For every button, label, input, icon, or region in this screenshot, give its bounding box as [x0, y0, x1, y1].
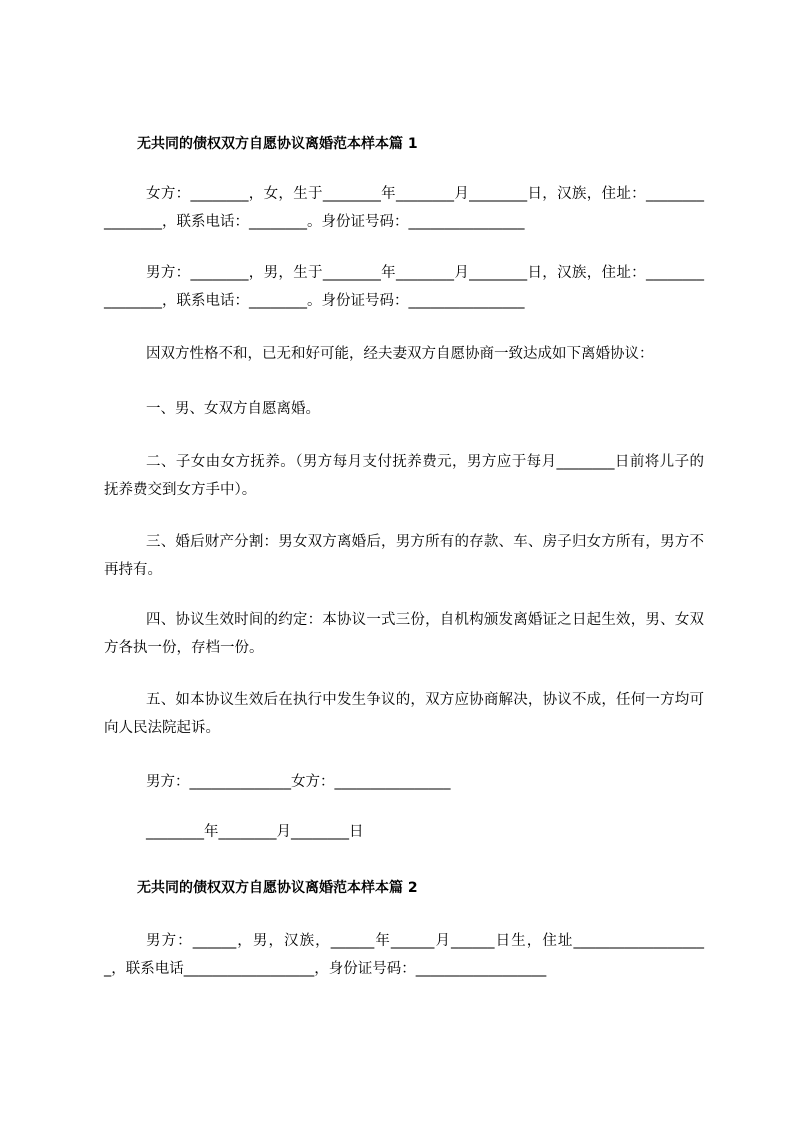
female-info-paragraph: 女方：________，女，生于________年________月________日，汉族，住址：________________，联系电话：________。身份证号码：________________ [104, 186, 704, 230]
section-2-title: 无共同的债权双方自愿协议离婚范本样本篇 2 [137, 880, 418, 896]
section-1-title: 无共同的债权双方自愿协议离婚范本样本篇 1 [137, 136, 418, 152]
date-line: ________年________月________日 [146, 824, 364, 840]
clause-1-paragraph: 一、男、女双方自愿离婚。 [146, 401, 320, 417]
clause-2-paragraph: 二、子女由女方抚养。（男方每月支付抚养费元，男方应于每月________日前将儿子的抚养费交到女方手中）。 [104, 454, 704, 498]
clause-5-paragraph: 五、如本协议生效后在执行中发生争议的，双方应协商解决，协议不成，任何一方均可向人民法院起诉。 [104, 692, 704, 736]
clause-4-paragraph: 四、协议生效时间的约定：本协议一式三份，自机构颁发离婚证之日起生效，男、女双方各执一份，存档一份。 [104, 612, 704, 656]
male-info-paragraph: 男方：________，男，生于________年________月________日，汉族，住址：________________，联系电话：________。身份证号码：________________ [104, 265, 704, 309]
signature-line: 男方：______________女方：________________ [146, 774, 451, 790]
section-2-male-info-paragraph: 男方：______，男，汉族，______年______月______日生，住址___________________，联系电话__________________，身份证号码：__________________ [104, 933, 704, 977]
agreement-intro-paragraph: 因双方性格不和，已无和好可能，经夫妻双方自愿协商一致达成如下离婚协议： [146, 346, 654, 362]
clause-3-paragraph: 三、婚后财产分割：男女双方离婚后，男方所有的存款、车、房子归女方所有，男方不再持有。 [104, 534, 704, 578]
